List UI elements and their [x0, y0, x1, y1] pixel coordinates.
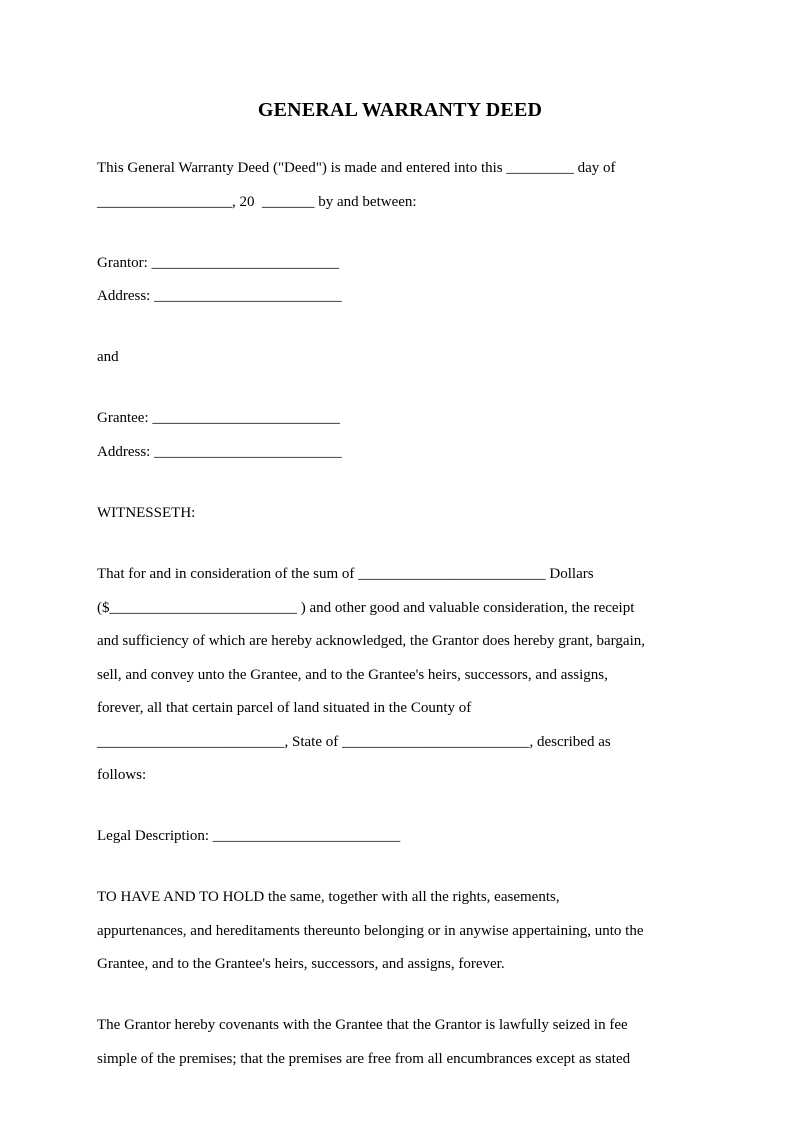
consideration-line-2: ($_________________________ ) and other good and valuable consideration, the receipt [97, 600, 635, 616]
consideration-line-7: follows: [97, 767, 147, 783]
consideration-line-3: and sufficiency of which are hereby acknowledged, the Grantor does hereby grant, bargain, [97, 633, 645, 649]
grantor-address-field: Address: _________________________ [97, 288, 342, 304]
grantor-field: Grantor: _________________________ [97, 255, 340, 271]
habendum-line-1: TO HAVE AND TO HOLD the same, together with all the rights, easements, [97, 889, 560, 905]
consideration-line-6: _________________________, State of _________________________, described as [97, 734, 611, 750]
habendum-line-3: Grantee, and to the Grantee's heirs, successors, and assigns, forever. [97, 956, 505, 972]
consideration-line-5: forever, all that certain parcel of land situated in the County of [97, 700, 472, 716]
consideration-line-4: sell, and convey unto the Grantee, and to the Grantee's heirs, successors, and assigns, [97, 667, 608, 683]
covenant-line-2: simple of the premises; that the premises are free from all encumbrances except as stated [97, 1051, 631, 1067]
consideration-line-1: That for and in consideration of the sum of _________________________ Dollars [97, 566, 594, 582]
intro-line-2: __________________, 20 _______ by and between: [97, 194, 417, 210]
grantee-field: Grantee: _________________________ [97, 410, 340, 426]
and-text: and [97, 349, 119, 365]
intro-line-1: This General Warranty Deed ("Deed") is made and entered into this _________ day of [97, 160, 616, 176]
legal-description-field: Legal Description: _________________________ [97, 828, 401, 844]
grantee-address-field: Address: _________________________ [97, 444, 342, 460]
habendum-line-2: appurtenances, and hereditaments thereunto belonging or in anywise appertaining, unto the [97, 923, 644, 939]
witnesseth-heading: WITNESSETH: [97, 505, 196, 521]
document-title: GENERAL WARRANTY DEED [257, 99, 543, 121]
covenant-line-1: The Grantor hereby covenants with the Grantee that the Grantor is lawfully seized in fee [97, 1017, 628, 1033]
